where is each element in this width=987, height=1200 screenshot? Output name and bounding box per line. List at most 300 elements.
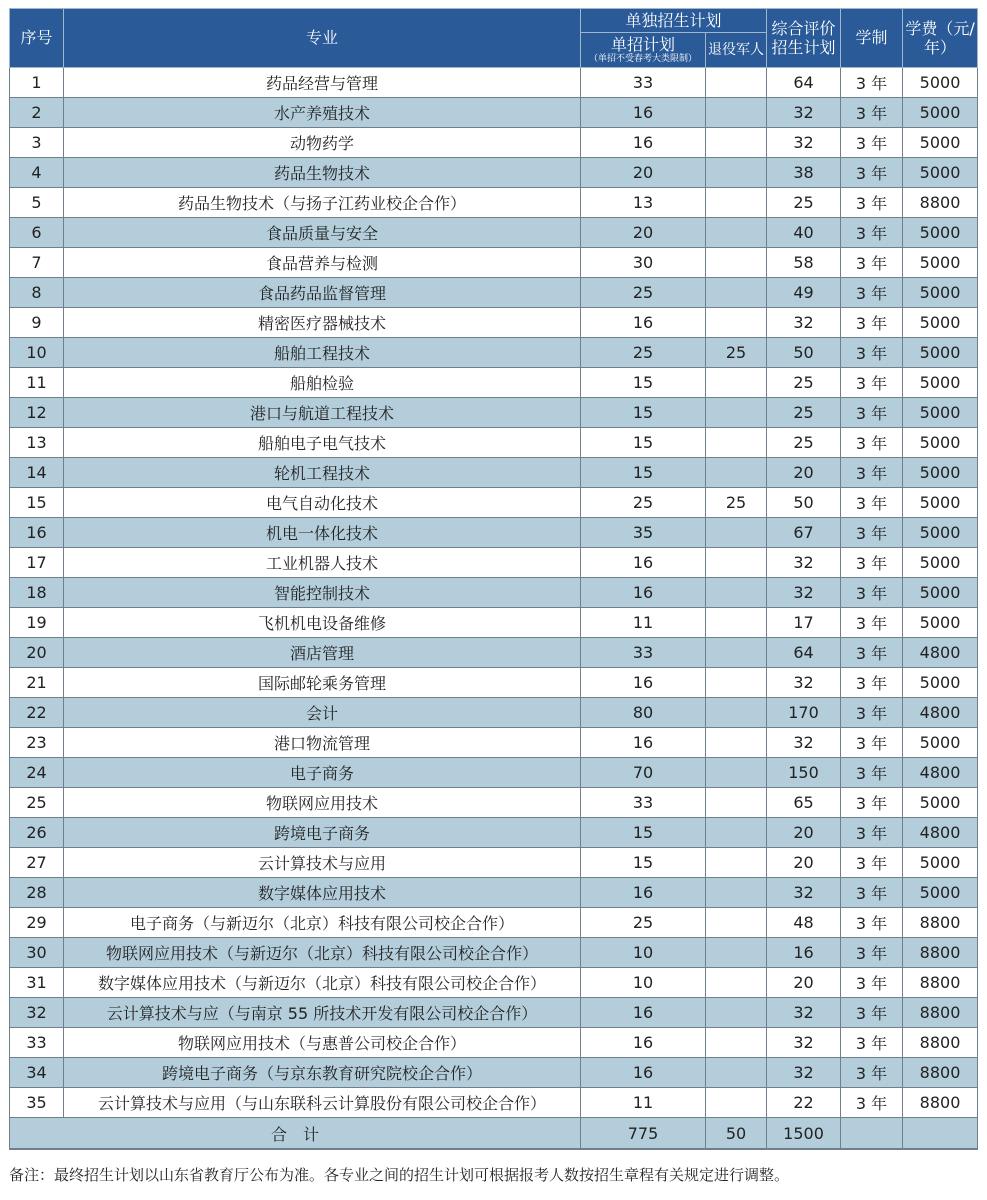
row-no: 26: [10, 818, 64, 848]
row-comprehensive: 32: [767, 728, 841, 758]
row-fee: 4800: [903, 758, 978, 788]
table-row: [10, 728, 978, 758]
row-no: 5: [10, 188, 64, 218]
row-single-quota: 80: [581, 698, 706, 728]
row-fee: 8800: [903, 908, 978, 938]
row-single-quota: 15: [581, 428, 706, 458]
row-years: 3 年: [841, 398, 903, 428]
row-veterans: [706, 1088, 767, 1118]
header-comprehensive: 综合评价招生计划: [767, 9, 841, 68]
row-single-quota: 16: [581, 98, 706, 128]
row-years: 3 年: [841, 128, 903, 158]
row-years: 3 年: [841, 878, 903, 908]
row-fee: 4800: [903, 818, 978, 848]
row-veterans: [706, 218, 767, 248]
row-major: 港口物流管理: [64, 728, 581, 758]
row-years: 3 年: [841, 248, 903, 278]
row-years: 3 年: [841, 668, 903, 698]
table-row: [10, 218, 978, 248]
row-years: 3 年: [841, 848, 903, 878]
row-single-quota: 16: [581, 998, 706, 1028]
row-single-quota: 16: [581, 1058, 706, 1088]
row-single-quota: 25: [581, 338, 706, 368]
row-comprehensive: 20: [767, 968, 841, 998]
row-fee: 5000: [903, 98, 978, 128]
row-years: 3 年: [841, 818, 903, 848]
row-major: 数字媒体应用技术（与新迈尔（北京）科技有限公司校企合作）: [64, 968, 581, 998]
row-years: 3 年: [841, 98, 903, 128]
row-major: 工业机器人技术: [64, 548, 581, 578]
row-years: 3 年: [841, 1058, 903, 1088]
row-single-quota: 70: [581, 758, 706, 788]
row-major: 云计算技术与应用（与山东联科云计算股份有限公司校企合作）: [64, 1088, 581, 1118]
row-comprehensive: 32: [767, 98, 841, 128]
table-row: [10, 998, 978, 1028]
row-single-quota: 33: [581, 68, 706, 98]
row-single-quota: 33: [581, 788, 706, 818]
row-veterans: [706, 608, 767, 638]
row-comprehensive: 170: [767, 698, 841, 728]
row-single-quota: 15: [581, 398, 706, 428]
row-years: 3 年: [841, 458, 903, 488]
table-row: [10, 338, 978, 368]
total-row: [10, 1118, 978, 1150]
table-row: [10, 368, 978, 398]
row-no: 16: [10, 518, 64, 548]
row-years: 3 年: [841, 1088, 903, 1118]
header-major: 专业: [64, 9, 581, 68]
total-comprehensive: 1500: [767, 1118, 841, 1150]
row-veterans: [706, 278, 767, 308]
row-veterans: [706, 1058, 767, 1088]
row-no: 10: [10, 338, 64, 368]
row-fee: 5000: [903, 518, 978, 548]
row-years: 3 年: [841, 218, 903, 248]
row-single-quota: 16: [581, 578, 706, 608]
row-veterans: 25: [706, 488, 767, 518]
row-no: 2: [10, 98, 64, 128]
header-fee: 学费（元/年）: [903, 9, 978, 68]
table-row: [10, 1028, 978, 1058]
row-no: 18: [10, 578, 64, 608]
table-row: [10, 278, 978, 308]
row-single-quota: 35: [581, 518, 706, 548]
row-fee: 5000: [903, 398, 978, 428]
row-no: 27: [10, 848, 64, 878]
table-row: [10, 488, 978, 518]
row-major: 药品经营与管理: [64, 68, 581, 98]
row-no: 33: [10, 1028, 64, 1058]
row-fee: 8800: [903, 968, 978, 998]
row-major: 食品营养与检测: [64, 248, 581, 278]
row-no: 34: [10, 1058, 64, 1088]
row-fee: 8800: [903, 1058, 978, 1088]
row-major: 跨境电子商务: [64, 818, 581, 848]
row-no: 22: [10, 698, 64, 728]
row-veterans: [706, 248, 767, 278]
table-row: [10, 188, 978, 218]
row-fee: 5000: [903, 368, 978, 398]
row-no: 31: [10, 968, 64, 998]
table-row: [10, 938, 978, 968]
row-no: 11: [10, 368, 64, 398]
row-comprehensive: 50: [767, 488, 841, 518]
row-no: 15: [10, 488, 64, 518]
table-row: [10, 1088, 978, 1118]
row-single-quota: 11: [581, 608, 706, 638]
row-years: 3 年: [841, 998, 903, 1028]
row-major: 药品生物技术: [64, 158, 581, 188]
row-single-quota: 16: [581, 728, 706, 758]
row-major: 港口与航道工程技术: [64, 398, 581, 428]
row-fee: 5000: [903, 728, 978, 758]
table-row: [10, 608, 978, 638]
row-years: 3 年: [841, 698, 903, 728]
row-fee: 8800: [903, 1088, 978, 1118]
row-no: 8: [10, 278, 64, 308]
row-veterans: [706, 638, 767, 668]
header-years: 学制: [841, 9, 903, 68]
row-veterans: [706, 998, 767, 1028]
row-major: 物联网应用技术（与新迈尔（北京）科技有限公司校企合作）: [64, 938, 581, 968]
row-fee: 8800: [903, 998, 978, 1028]
row-major: 电子商务: [64, 758, 581, 788]
row-comprehensive: 25: [767, 188, 841, 218]
row-comprehensive: 16: [767, 938, 841, 968]
row-veterans: [706, 728, 767, 758]
row-veterans: [706, 128, 767, 158]
row-comprehensive: 64: [767, 638, 841, 668]
row-single-quota: 16: [581, 128, 706, 158]
row-major: 船舶检验: [64, 368, 581, 398]
row-years: 3 年: [841, 548, 903, 578]
row-fee: 4800: [903, 638, 978, 668]
row-comprehensive: 32: [767, 308, 841, 338]
row-no: 7: [10, 248, 64, 278]
row-no: 28: [10, 878, 64, 908]
row-comprehensive: 48: [767, 908, 841, 938]
row-years: 3 年: [841, 488, 903, 518]
row-no: 20: [10, 638, 64, 668]
row-comprehensive: 17: [767, 608, 841, 638]
row-fee: 5000: [903, 878, 978, 908]
footnote: 备注：最终招生计划以山东省教育厅公布为准。各专业之间的招生计划可根据报考人数按招生章程有关规定进行调整。: [9, 1166, 790, 1184]
row-major: 物联网应用技术: [64, 788, 581, 818]
row-no: 12: [10, 398, 64, 428]
row-single-quota: 13: [581, 188, 706, 218]
row-major: 船舶工程技术: [64, 338, 581, 368]
row-single-quota: 20: [581, 218, 706, 248]
row-years: 3 年: [841, 908, 903, 938]
row-veterans: [706, 938, 767, 968]
header-veterans: 退役军人: [706, 33, 767, 68]
row-comprehensive: 38: [767, 158, 841, 188]
row-major: 船舶电子电气技术: [64, 428, 581, 458]
row-veterans: [706, 308, 767, 338]
total-single-quota: 775: [581, 1118, 706, 1150]
row-major: 飞机机电设备维修: [64, 608, 581, 638]
row-veterans: [706, 398, 767, 428]
row-fee: 5000: [903, 158, 978, 188]
table-row: [10, 638, 978, 668]
table-row: [10, 788, 978, 818]
row-fee: 5000: [903, 788, 978, 818]
row-veterans: [706, 68, 767, 98]
row-no: 35: [10, 1088, 64, 1118]
row-comprehensive: 20: [767, 818, 841, 848]
table-row: [10, 128, 978, 158]
row-major: 智能控制技术: [64, 578, 581, 608]
total-veterans: 50: [706, 1118, 767, 1150]
row-no: 13: [10, 428, 64, 458]
table-row: [10, 698, 978, 728]
row-fee: 5000: [903, 548, 978, 578]
row-no: 17: [10, 548, 64, 578]
row-single-quota: 16: [581, 308, 706, 338]
row-no: 23: [10, 728, 64, 758]
row-single-quota: 25: [581, 908, 706, 938]
row-fee: 5000: [903, 428, 978, 458]
row-comprehensive: 32: [767, 128, 841, 158]
row-years: 3 年: [841, 758, 903, 788]
table-row: [10, 548, 978, 578]
row-veterans: [706, 548, 767, 578]
row-veterans: [706, 758, 767, 788]
row-comprehensive: 32: [767, 548, 841, 578]
row-fee: 5000: [903, 848, 978, 878]
row-single-quota: 10: [581, 968, 706, 998]
row-no: 4: [10, 158, 64, 188]
table-row: [10, 878, 978, 908]
table-row: [10, 1058, 978, 1088]
row-no: 25: [10, 788, 64, 818]
row-fee: 5000: [903, 278, 978, 308]
row-single-quota: 25: [581, 488, 706, 518]
row-no: 21: [10, 668, 64, 698]
row-major: 云计算技术与应用: [64, 848, 581, 878]
table-row: [10, 818, 978, 848]
row-veterans: [706, 848, 767, 878]
row-major: 精密医疗器械技术: [64, 308, 581, 338]
table-row: [10, 908, 978, 938]
row-veterans: [706, 698, 767, 728]
row-veterans: [706, 578, 767, 608]
row-comprehensive: 64: [767, 68, 841, 98]
row-no: 24: [10, 758, 64, 788]
row-years: 3 年: [841, 188, 903, 218]
row-fee: 5000: [903, 68, 978, 98]
table-row: [10, 248, 978, 278]
row-years: 3 年: [841, 368, 903, 398]
row-no: 30: [10, 938, 64, 968]
row-no: 32: [10, 998, 64, 1028]
enrollment-plan-table: [9, 8, 978, 1150]
row-fee: 5000: [903, 458, 978, 488]
row-single-quota: 16: [581, 668, 706, 698]
table-row: [10, 578, 978, 608]
row-veterans: [706, 188, 767, 218]
row-no: 19: [10, 608, 64, 638]
row-years: 3 年: [841, 428, 903, 458]
row-comprehensive: 150: [767, 758, 841, 788]
row-comprehensive: 58: [767, 248, 841, 278]
row-veterans: [706, 788, 767, 818]
table-row: [10, 848, 978, 878]
row-comprehensive: 32: [767, 1028, 841, 1058]
row-major: 跨境电子商务（与京东教育研究院校企合作）: [64, 1058, 581, 1088]
row-veterans: [706, 668, 767, 698]
table-row: [10, 68, 978, 98]
header-single-plan: 单独招生计划: [581, 9, 767, 33]
row-comprehensive: 32: [767, 998, 841, 1028]
row-fee: 5000: [903, 488, 978, 518]
table-row: [10, 458, 978, 488]
row-veterans: [706, 878, 767, 908]
table-body: [10, 68, 978, 1118]
header-single-quota: [581, 33, 706, 68]
header-single-quota-note: （单招不受春考大类限制）: [588, 54, 697, 65]
row-single-quota: 20: [581, 158, 706, 188]
row-single-quota: 11: [581, 1088, 706, 1118]
row-years: 3 年: [841, 338, 903, 368]
table-row: [10, 308, 978, 338]
row-fee: 8800: [903, 938, 978, 968]
row-veterans: [706, 518, 767, 548]
row-single-quota: 15: [581, 458, 706, 488]
row-years: 3 年: [841, 518, 903, 548]
row-veterans: [706, 968, 767, 998]
row-no: 29: [10, 908, 64, 938]
table-row: [10, 158, 978, 188]
row-comprehensive: 20: [767, 458, 841, 488]
row-major: 电气自动化技术: [64, 488, 581, 518]
row-years: 3 年: [841, 968, 903, 998]
row-comprehensive: 50: [767, 338, 841, 368]
table-row: [10, 968, 978, 998]
header-single-quota-label: 单招计划: [610, 35, 675, 54]
row-single-quota: 25: [581, 278, 706, 308]
row-fee: 8800: [903, 1028, 978, 1058]
row-no: 9: [10, 308, 64, 338]
table-row: [10, 428, 978, 458]
row-no: 14: [10, 458, 64, 488]
row-comprehensive: 22: [767, 1088, 841, 1118]
row-fee: 5000: [903, 308, 978, 338]
row-single-quota: 15: [581, 368, 706, 398]
row-veterans: [706, 458, 767, 488]
row-single-quota: 16: [581, 1028, 706, 1058]
row-major: 数字媒体应用技术: [64, 878, 581, 908]
row-major: 云计算技术与应（与南京 55 所技术开发有限公司校企合作）: [64, 998, 581, 1028]
row-comprehensive: 25: [767, 398, 841, 428]
row-comprehensive: 20: [767, 848, 841, 878]
row-major: 机电一体化技术: [64, 518, 581, 548]
row-fee: 5000: [903, 578, 978, 608]
table-row: [10, 398, 978, 428]
row-veterans: [706, 368, 767, 398]
row-fee: 4800: [903, 698, 978, 728]
row-single-quota: 16: [581, 878, 706, 908]
row-veterans: [706, 1028, 767, 1058]
row-comprehensive: 25: [767, 368, 841, 398]
row-years: 3 年: [841, 638, 903, 668]
row-comprehensive: 67: [767, 518, 841, 548]
row-major: 会计: [64, 698, 581, 728]
row-comprehensive: 49: [767, 278, 841, 308]
row-veterans: [706, 428, 767, 458]
table-row: [10, 518, 978, 548]
row-comprehensive: 32: [767, 1058, 841, 1088]
table-row: [10, 98, 978, 128]
row-comprehensive: 32: [767, 668, 841, 698]
row-years: 3 年: [841, 608, 903, 638]
row-veterans: 25: [706, 338, 767, 368]
row-no: 3: [10, 128, 64, 158]
row-major: 轮机工程技术: [64, 458, 581, 488]
row-years: 3 年: [841, 68, 903, 98]
row-comprehensive: 65: [767, 788, 841, 818]
row-major: 酒店管理: [64, 638, 581, 668]
row-years: 3 年: [841, 728, 903, 758]
row-years: 3 年: [841, 278, 903, 308]
row-years: 3 年: [841, 308, 903, 338]
row-years: 3 年: [841, 788, 903, 818]
row-veterans: [706, 818, 767, 848]
header-no: 序号: [10, 9, 64, 68]
row-comprehensive: 32: [767, 578, 841, 608]
total-empty: [841, 1118, 903, 1150]
row-major: 食品质量与安全: [64, 218, 581, 248]
row-major: 国际邮轮乘务管理: [64, 668, 581, 698]
row-single-quota: 33: [581, 638, 706, 668]
row-major: 食品药品监督管理: [64, 278, 581, 308]
row-veterans: [706, 98, 767, 128]
row-major: 物联网应用技术（与惠普公司校企合作）: [64, 1028, 581, 1058]
row-fee: 8800: [903, 188, 978, 218]
row-comprehensive: 32: [767, 878, 841, 908]
row-single-quota: 15: [581, 818, 706, 848]
row-single-quota: 16: [581, 548, 706, 578]
row-major: 动物药学: [64, 128, 581, 158]
row-comprehensive: 40: [767, 218, 841, 248]
row-single-quota: 30: [581, 248, 706, 278]
row-fee: 5000: [903, 338, 978, 368]
table-row: [10, 758, 978, 788]
row-fee: 5000: [903, 668, 978, 698]
row-fee: 5000: [903, 218, 978, 248]
total-empty: [903, 1118, 978, 1150]
row-no: 6: [10, 218, 64, 248]
row-major: 水产养殖技术: [64, 98, 581, 128]
row-veterans: [706, 908, 767, 938]
row-major: 药品生物技术（与扬子江药业校企合作）: [64, 188, 581, 218]
row-years: 3 年: [841, 158, 903, 188]
row-fee: 5000: [903, 608, 978, 638]
row-years: 3 年: [841, 1028, 903, 1058]
row-fee: 5000: [903, 248, 978, 278]
row-comprehensive: 25: [767, 428, 841, 458]
row-fee: 5000: [903, 128, 978, 158]
row-no: 1: [10, 68, 64, 98]
row-years: 3 年: [841, 578, 903, 608]
table-row: [10, 668, 978, 698]
row-veterans: [706, 158, 767, 188]
row-years: 3 年: [841, 938, 903, 968]
row-major: 电子商务（与新迈尔（北京）科技有限公司校企合作）: [64, 908, 581, 938]
row-single-quota: 15: [581, 848, 706, 878]
row-single-quota: 10: [581, 938, 706, 968]
total-label: 合 计: [10, 1118, 581, 1150]
